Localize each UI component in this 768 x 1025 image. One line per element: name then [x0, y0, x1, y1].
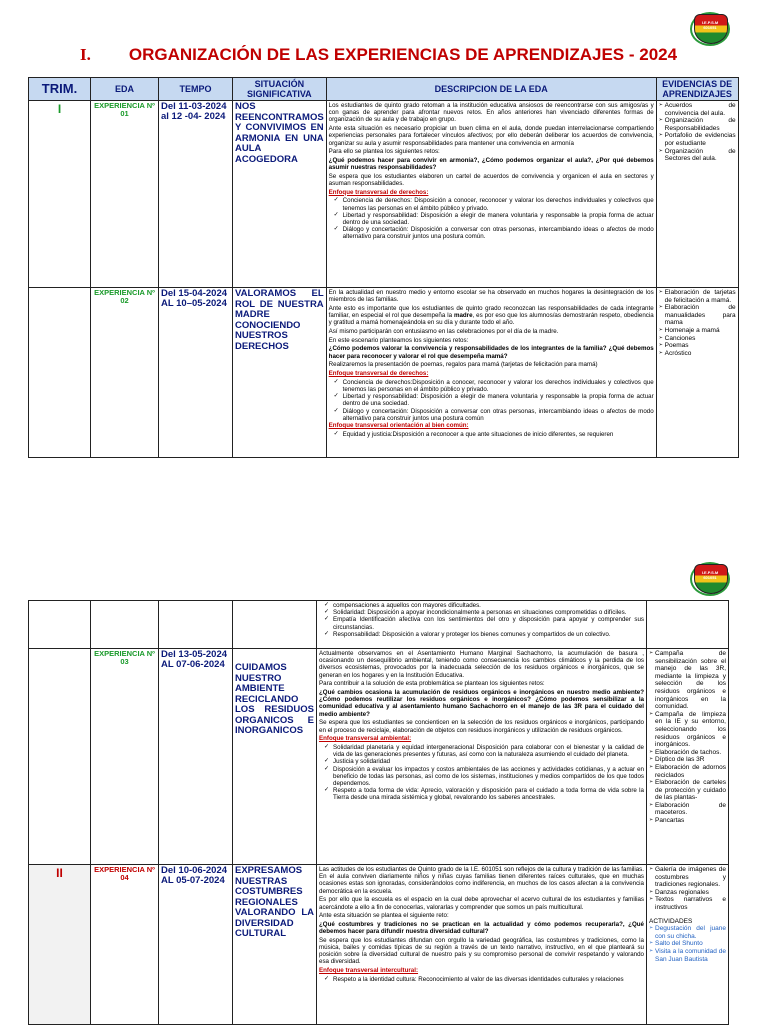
evidencias-cell: ➢ Galería de imágenes de costumbres y tradiciones regionales. ➢ Danzas regionales ➢ Textos narrativos e instructivos ACTIVIDADES ➢ Degustación del juane con su chicha. ➢ Salto del Shunto ➢ Visita a la comunidad de San Juan Bautista [647, 865, 729, 1025]
table-row [29, 601, 729, 649]
eda-cell: EXPERIENCIA Nº 03 [91, 649, 159, 865]
evidencias-cell: ➢ Acuerdos de convivencia del aula. ➢ Organización de Responsabilidades ➢ Portafolio de evidencias por estudiante ➢ Organización de Sectores del aula. [656, 101, 738, 288]
situacion-cell: VALORAMOS EL ROL DE NUESTRA MADRE CONOCIENDO NUESTROS DERECHOS [233, 288, 327, 458]
eda-cell: EXPERIENCIA Nº 02 [91, 288, 159, 458]
descripcion-cell: En la actualidad en nuestro medio y entorno escolar se ha observado en muchos hogares la desintegración de los miembros de las familias. Ante esto es importante que los estudiantes de quinto grado reconozcan las responsabilidades de cada integrante familiar, en especial el rol que desempeña la madre, es por eso que los alumnos/as demostrarán respeto, obediencia y gratitud a mamá homenajeándola en su día y durante todo el año. Así mismo participarán con entusiasmo en las celebraciones por el día de la madre. En este escenario planteamos los siguientes retos: ¿Cómo podemos valorar la convivencia y responsabilidades de los integrantes de la familia? ¿Qué debemos hacer para reconocer y valorar el rol que desempeña mamá? Realizaremos la presentación de poemas, regalos para mamá (tarjetas de felicitación para mamá) Enfoque transversal de derechos: ✓ Conciencia de derechos:Disposición a conocer, reconocer y valorar los derechos individuales y colectivos que tenemos las personas en el ámbito público y privado. ✓ Libertad y responsabilidad: Disposición a elegir de manera voluntaria y responsable la propia forma de actuar dentro de una sociedad. ✓ Diálogo y concertación: Disposición a conversar con otras personas, intercambiando ideas o afectos de modo alternativo para construir juntos una postura común Enfoque transversal orientación al bien común: ✓ Equidad y justicia:Disposición a reconocer a que ante situaciones de inicio diferentes, se requieren [326, 288, 656, 458]
descripcion-cell: Las actitudes de los estudiantes de Quinto grado de la I.E. 601051 son reflejos de la cultura y tradición de las familias. En el aula conviven diariamente niños y niñas cuyas familias tienen diferentes raíces culturales, que en muchas ocasiones estas son ignoradas, considerándolos como indiferencia, en muchos de los casos afectan a la convivencia democrática en la escuela. Es por ello que la escuela es el espacio en la cual debe aprovechar el acervo cultural de los estudiantes y familias acercándote a ello a fin de conocerlas, valorarlas y comprender que somos un país multicultural. Ante esta situación se plantea el siguiente reto: ¿Qué costumbres y tradiciones no se practican en la actualidad y cómo podemos recuperarla?, ¿Qué debemos hacer para difundir nuestra diversidad cultural? Se espera que los estudiantes difundan con orgullo la variedad geográfica, las costumbres y tradiciones, como la música, bailes y comidas típicas de su región a través de un texto narrativo, instructivo, en el que planteará su posición sobre la diversidad cultural de nuestro país y su compromiso personal de convivir respetando y valorando esa diversidad. Enfoque transversal intercultural: ✓ Respeto a la identidad cultura: Reconocimiento al valor de las diversas identidades culturales y relaciones [317, 865, 647, 1025]
trim-cell [29, 288, 91, 458]
header-descripcion: DESCRIPCION DE LA EDA [326, 78, 656, 101]
actividades-label: ACTIVIDADES [649, 917, 693, 925]
eda-table-1 [28, 77, 739, 458]
tempo-cell: Del 10-06-2024 AL 05-07-2024 [159, 865, 233, 1025]
header-evidencias: EVIDENCIAS DE APRENDIZAJES [656, 78, 738, 101]
eda-cell: EXPERIENCIA Nº 01 [91, 101, 159, 288]
header-eda: EDA [91, 78, 159, 101]
situacion-cell: EXPRESAMOS NUESTRAS COSTUMBRES REGIONALES VALORANDO LA DIVERSIDAD CULTURAL [233, 865, 317, 1025]
page-2 [0, 560, 768, 1024]
trim-cell: II [29, 865, 91, 1025]
school-crest-logo: I.E.P.S.M 601051 [690, 12, 730, 46]
situacion-cell: CUIDAMOS NUESTRO AMBIENTE RECICLANDO LOS RESIDUOS ORGANICOS E INORGANICOS [233, 649, 317, 865]
tempo-cell: Del 15-04-2024 AL 10–05-2024 [159, 288, 233, 458]
descripcion-cell: ✓ compensaciones a aquellos con mayores dificultades. ✓ Solidaridad: Disposición a apoyar incondicionalmente a personas en situaciones comprometidas o difíciles. ✓ Empatía Identificación afectiva con los sentimientos del otro y disposición para apoyar y comprender sus circunstancias. ✓ Responsabilidad: Disposición a valorar y proteger los bienes comunes y compartidos de un colectivo. [317, 601, 647, 649]
eda-cell: EXPERIENCIA Nº 04 [91, 865, 159, 1025]
school-crest-logo: I.E.P.S.M 601051 [690, 562, 730, 596]
situacion-cell: NOS REENCONTRAMOS Y CONVIVIMOS EN ARMONIA EN UNA AULA ACOGEDORA [233, 101, 327, 288]
header-situacion: SITUACIÓN SIGNIFICATIVA [233, 78, 327, 101]
descripcion-cell: Los estudiantes de quinto grado retoman a la institución educativa ansiosos de reencontrarse con sus amigos/as y con ganas de aprender para afrontar nuevos retos. En años anteriores han vivenciado diferentes formas de organización de su aula y de trabajo en grupo. Ante esta situación es necesario propiciar un buen clima en el aula, donde puedan interrelacionarse compartiendo experiencias personales para fortalecer vínculos afectivos; por ello deberán deliberar los acuerdos de convivencia, organizar su aula y asumir responsabilidades para mantener una convivencia en armonía Para ello se plantea los siguientes retos: ¿Qué podemos hacer para convivir en armonía?, ¿Cómo podemos organizar el aula?, ¿Por qué debemos asumir nuestras responsabilidades? Se espera que los estudiantes elaboren un cartel de acuerdos de convivencia y organicen el aula en sectores y asuman responsabilidades. Enfoque transversal de derechos: ✓ Conciencia de derechos: Disposición a conocer, reconocer y valorar los derechos individuales y colectivos que tenemos las personas en el ámbito público y privado. ✓ Libertad y responsabilidad: Disposición a elegir de manera voluntaria y responsable la propia forma de actuar dentro de una sociedad. ✓ Diálogo y concertación: Disposición a conversar con otras personas, intercambiando ideas o afectos de modo alternativo para construir juntos una postura común. [326, 101, 656, 288]
trim-cell: I [29, 101, 91, 288]
table-row [29, 649, 729, 865]
header-trim: TRIM. [29, 78, 91, 101]
tempo-cell: Del 11-03-2024 al 12 -04- 2024 [159, 101, 233, 288]
page-1 [0, 0, 768, 470]
table-row [29, 865, 729, 1025]
table-row [29, 101, 739, 288]
evidencias-cell: ➢ Elaboración de tarjetas de felicitación a mamá. ➢ Elaboración de manualidades para mama ➢ Homenaje a mamá ➢ Canciones ➢ Poemas ➢ Acróstico [656, 288, 738, 458]
descripcion-cell: Actualmente observamos en el Asentamiento Humano Marginal Sachachorro, la acumulación de basura , ocasionando un desequilibrio ambiental, teniendo como consecuencia los cambios climáticos y la perdida de los diversos ecosistemas, provocados por la inadecuada selección de los residuos orgánicos e inorgánicos, que se generan en los hogares y en la Institución Educativa. Para contribuir a la solución de esta problemática se plantean los siguientes retos: ¿Qué cambios ocasiona la acumulación de residuos orgánicos e inorgánicos en nuestro medio ambiente? ¿Cómo podemos reutilizar los residuos orgánicos e inorgánicos? ¿Cómo podemos sensibilizar a la comunidad educativa y al asentamiento humano Sachachorro en el manejo de las 3R para el cuidado del medio ambiente? Se espera que los estudiantes se concienticen en la selección de los residuos orgánicos e inorgánicos, participando en el proceso de reciclaje, elaboración de objetos con residuos inorgánicos y utilización de residuos orgánicos. Enfoque transversal ambiental: ✓ Solidaridad planetaria y equidad intergeneracional Disposición para colaborar con el bienestar y la calidad de vida de las generaciones presentes y futuras, así como con la naturaleza asumiendo el cuidado del planeta. ✓ Justicia y solidaridad ✓ Disposición a evaluar los impactos y costos ambientales de las acciones y actividades cotidianas, y a actuar en beneficio de todas las personas, así como de los sistemas, instituciones y medios compartidos de los que todos dependemos. ✓ Respeto a toda forma de vida: Aprecio, valoración y disposición para el cuidado a toda forma de vida sobre la Tierra desde una mirada sistémica y global, revalorando los saberes ancestrales. [317, 649, 647, 865]
page-title: I. ORGANIZACIÓN DE LAS EXPERIENCIAS DE APRENDIZAJES - 2024 [80, 45, 678, 64]
trim-cell [29, 649, 91, 865]
eda-table-2 [28, 600, 729, 1025]
tempo-cell: Del 13-05-2024 AL 07-06-2024 [159, 649, 233, 865]
evidencias-cell: ➢ Campaña de sensibilización sobre el manejo de las 3R, mediante la limpieza y selección de los residuos orgánicos e inorgánicos en la comunidad. ➢ Campaña de limpieza en la IE y su entorno, seleccionando los residuos orgánicos e inorgánicos. ➢ Elaboración de tachos. ➢ Díptico de las 3R ➢ Elaboración de adornos reciclados ➢ Elaboración de carteles de protección y cuidado de las plantas- ➢ Elaboración de maceteros. ➢ Pancartas [647, 649, 729, 865]
header-tempo: TEMPO [159, 78, 233, 101]
table-row [29, 288, 739, 458]
